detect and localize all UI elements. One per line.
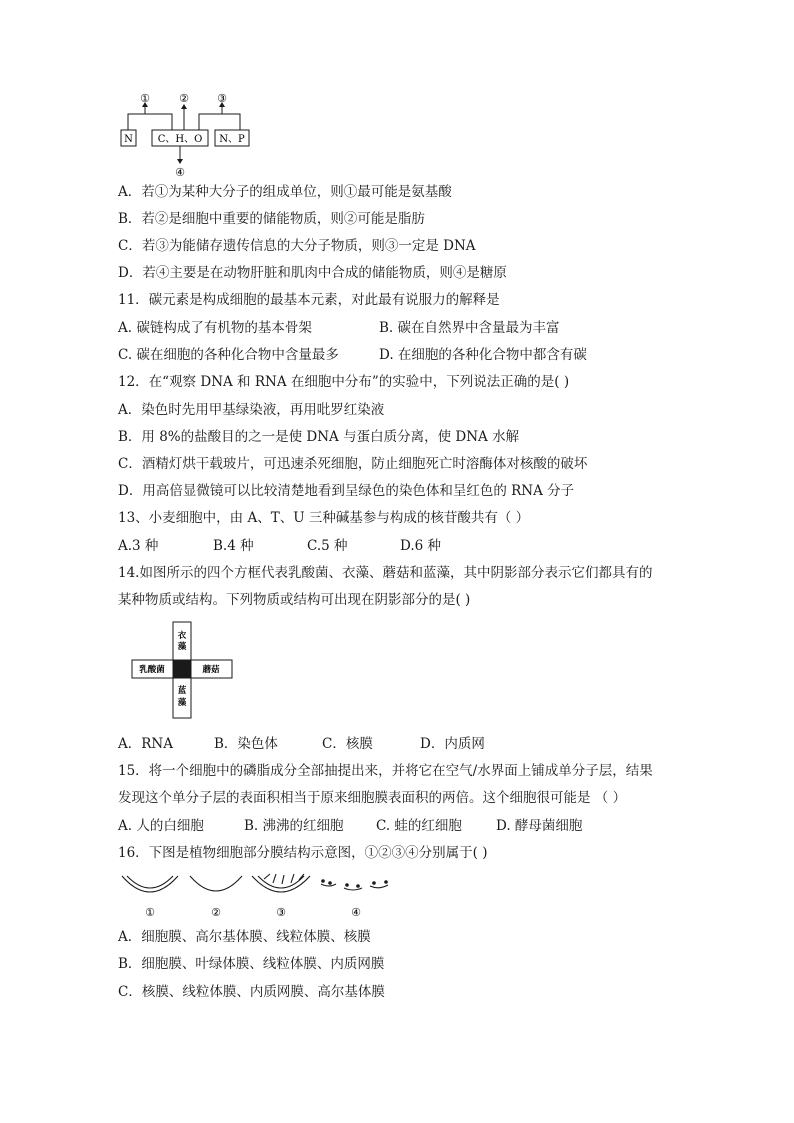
- q10-option-b: B．若②是细胞中重要的储能物质，则②可能是脂肪: [118, 211, 425, 227]
- q13-option-a: A.3 种: [118, 538, 159, 554]
- label-mushroom: 蘑菇: [202, 665, 220, 675]
- q11-option-c: C. 碳在细胞的各种化合物中含量最多: [118, 347, 339, 363]
- q12-option-b: B．用 8%的盐酸目的之一是使 DNA 与蛋白质分离，使 DNA 水解: [118, 429, 520, 445]
- element-composition-diagram: [112, 92, 262, 180]
- q14-stem-line-1: 14.如图所示的四个方框代表乳酸菌、衣藻、蘑菇和蓝藻，其中阴影部分表示它们都具有的: [118, 565, 653, 581]
- q15-option-b: B. 沸沸的红细胞: [244, 818, 344, 834]
- q15-stem-line-1: 15．将一个细胞中的磷脂成分全部抽提出来，并将它在空气/水界面上铺成单分子层，结果: [118, 763, 653, 779]
- q10-option-d: D．若④主要是在动物肝脏和肌肉中合成的储能物质，则④是糖原: [118, 265, 507, 281]
- label-cyanobacteria-1: 蓝: [177, 686, 187, 696]
- q15-option-d: D. 酵母菌细胞: [496, 818, 583, 834]
- q15-option-a: A. 人的白细胞: [118, 818, 204, 834]
- q14-option-a: A．RNA: [118, 736, 173, 752]
- q11-option-d: D. 在细胞的各种化合物中都含有碳: [379, 347, 587, 363]
- organism-cross-diagram: [130, 620, 234, 720]
- q16-option-a: A．细胞膜、高尔基体膜、线粒体膜、核膜: [118, 929, 371, 945]
- q11-option-b: B. 碳在自然界中含量最为丰富: [379, 320, 560, 336]
- q12-option-a: A．染色时先用甲基绿染液，再用吡罗红染液: [118, 402, 385, 418]
- q16-option-c: C．核膜、线粒体膜、内质网膜、高尔基体膜: [118, 984, 385, 1000]
- q13-option-c: C.5 种: [307, 538, 348, 554]
- marker-1: ①: [140, 92, 150, 105]
- membrane-structure-diagram: [118, 870, 408, 920]
- q14-stem-line-2: 某种物质或结构。下列物质或结构可出现在阴影部分的是( ): [118, 592, 471, 608]
- q12-option-c: C．酒精灯烘干载玻片，可迅速杀死细胞，防止细胞死亡时溶酶体对核酸的破坏: [118, 456, 588, 472]
- marker-3: ③: [217, 92, 227, 105]
- q12-stem: 12．在“观察 DNA 和 RNA 在细胞中分布”的实验中，下列说法正确的是( ): [118, 374, 570, 390]
- box-cho-label: C、H、O: [157, 134, 203, 145]
- q12-option-d: D．用高倍显微镜可以比较清楚地看到呈绿色的染色体和呈红色的 RNA 分子: [118, 483, 575, 499]
- q14-option-d: D．内质网: [420, 736, 485, 752]
- box-n-label: N: [124, 134, 133, 145]
- q14-option-c: C．核膜: [322, 736, 373, 752]
- q14-option-b: B．染色体: [214, 736, 278, 752]
- q11-stem: 11．碳元素是构成细胞的最基本元素，对此最有说服力的解释是: [118, 292, 500, 308]
- membrane-label-1: ①: [145, 906, 155, 919]
- membrane-label-2: ②: [211, 906, 221, 919]
- q10-option-a: A．若①为某种大分子的组成单位，则①最可能是氨基酸: [118, 184, 452, 200]
- label-chlamydomonas-2: 藻: [177, 642, 187, 652]
- label-chlamydomonas-1: 衣: [177, 631, 187, 641]
- q13-option-b: B.4 种: [213, 538, 254, 554]
- marker-2: ②: [179, 92, 189, 105]
- q15-option-c: C. 蛙的红细胞: [376, 818, 462, 834]
- label-cyanobacteria-2: 藻: [177, 698, 187, 708]
- q16-option-b: B．细胞膜、叶绿体膜、线粒体膜、内质网膜: [118, 956, 385, 972]
- q16-stem: 16．下图是植物细胞部分膜结构示意图，①②③④分别属于( ): [118, 845, 488, 861]
- q15-stem-line-2: 发现这个单分子层的表面积相当于原来细胞膜表面积的两倍。这个细胞很可能是 （ ）: [118, 790, 627, 806]
- q11-option-a: A. 碳链构成了有机物的基本骨架: [118, 320, 312, 336]
- membrane-label-4: ④: [351, 906, 361, 919]
- q13-option-d: D.6 种: [400, 538, 442, 554]
- marker-4: ④: [175, 166, 185, 179]
- q13-stem: 13、小麦细胞中，由 A、T、U 三种碱基参与构成的核苷酸共有（ ）: [118, 510, 530, 526]
- box-np-label: N、P: [219, 134, 245, 145]
- q10-option-c: C．若③为能储存遗传信息的大分子物质，则③一定是 DNA: [118, 238, 476, 254]
- label-lactobacillus: 乳酸菌: [139, 665, 165, 675]
- membrane-label-3: ③: [276, 906, 286, 919]
